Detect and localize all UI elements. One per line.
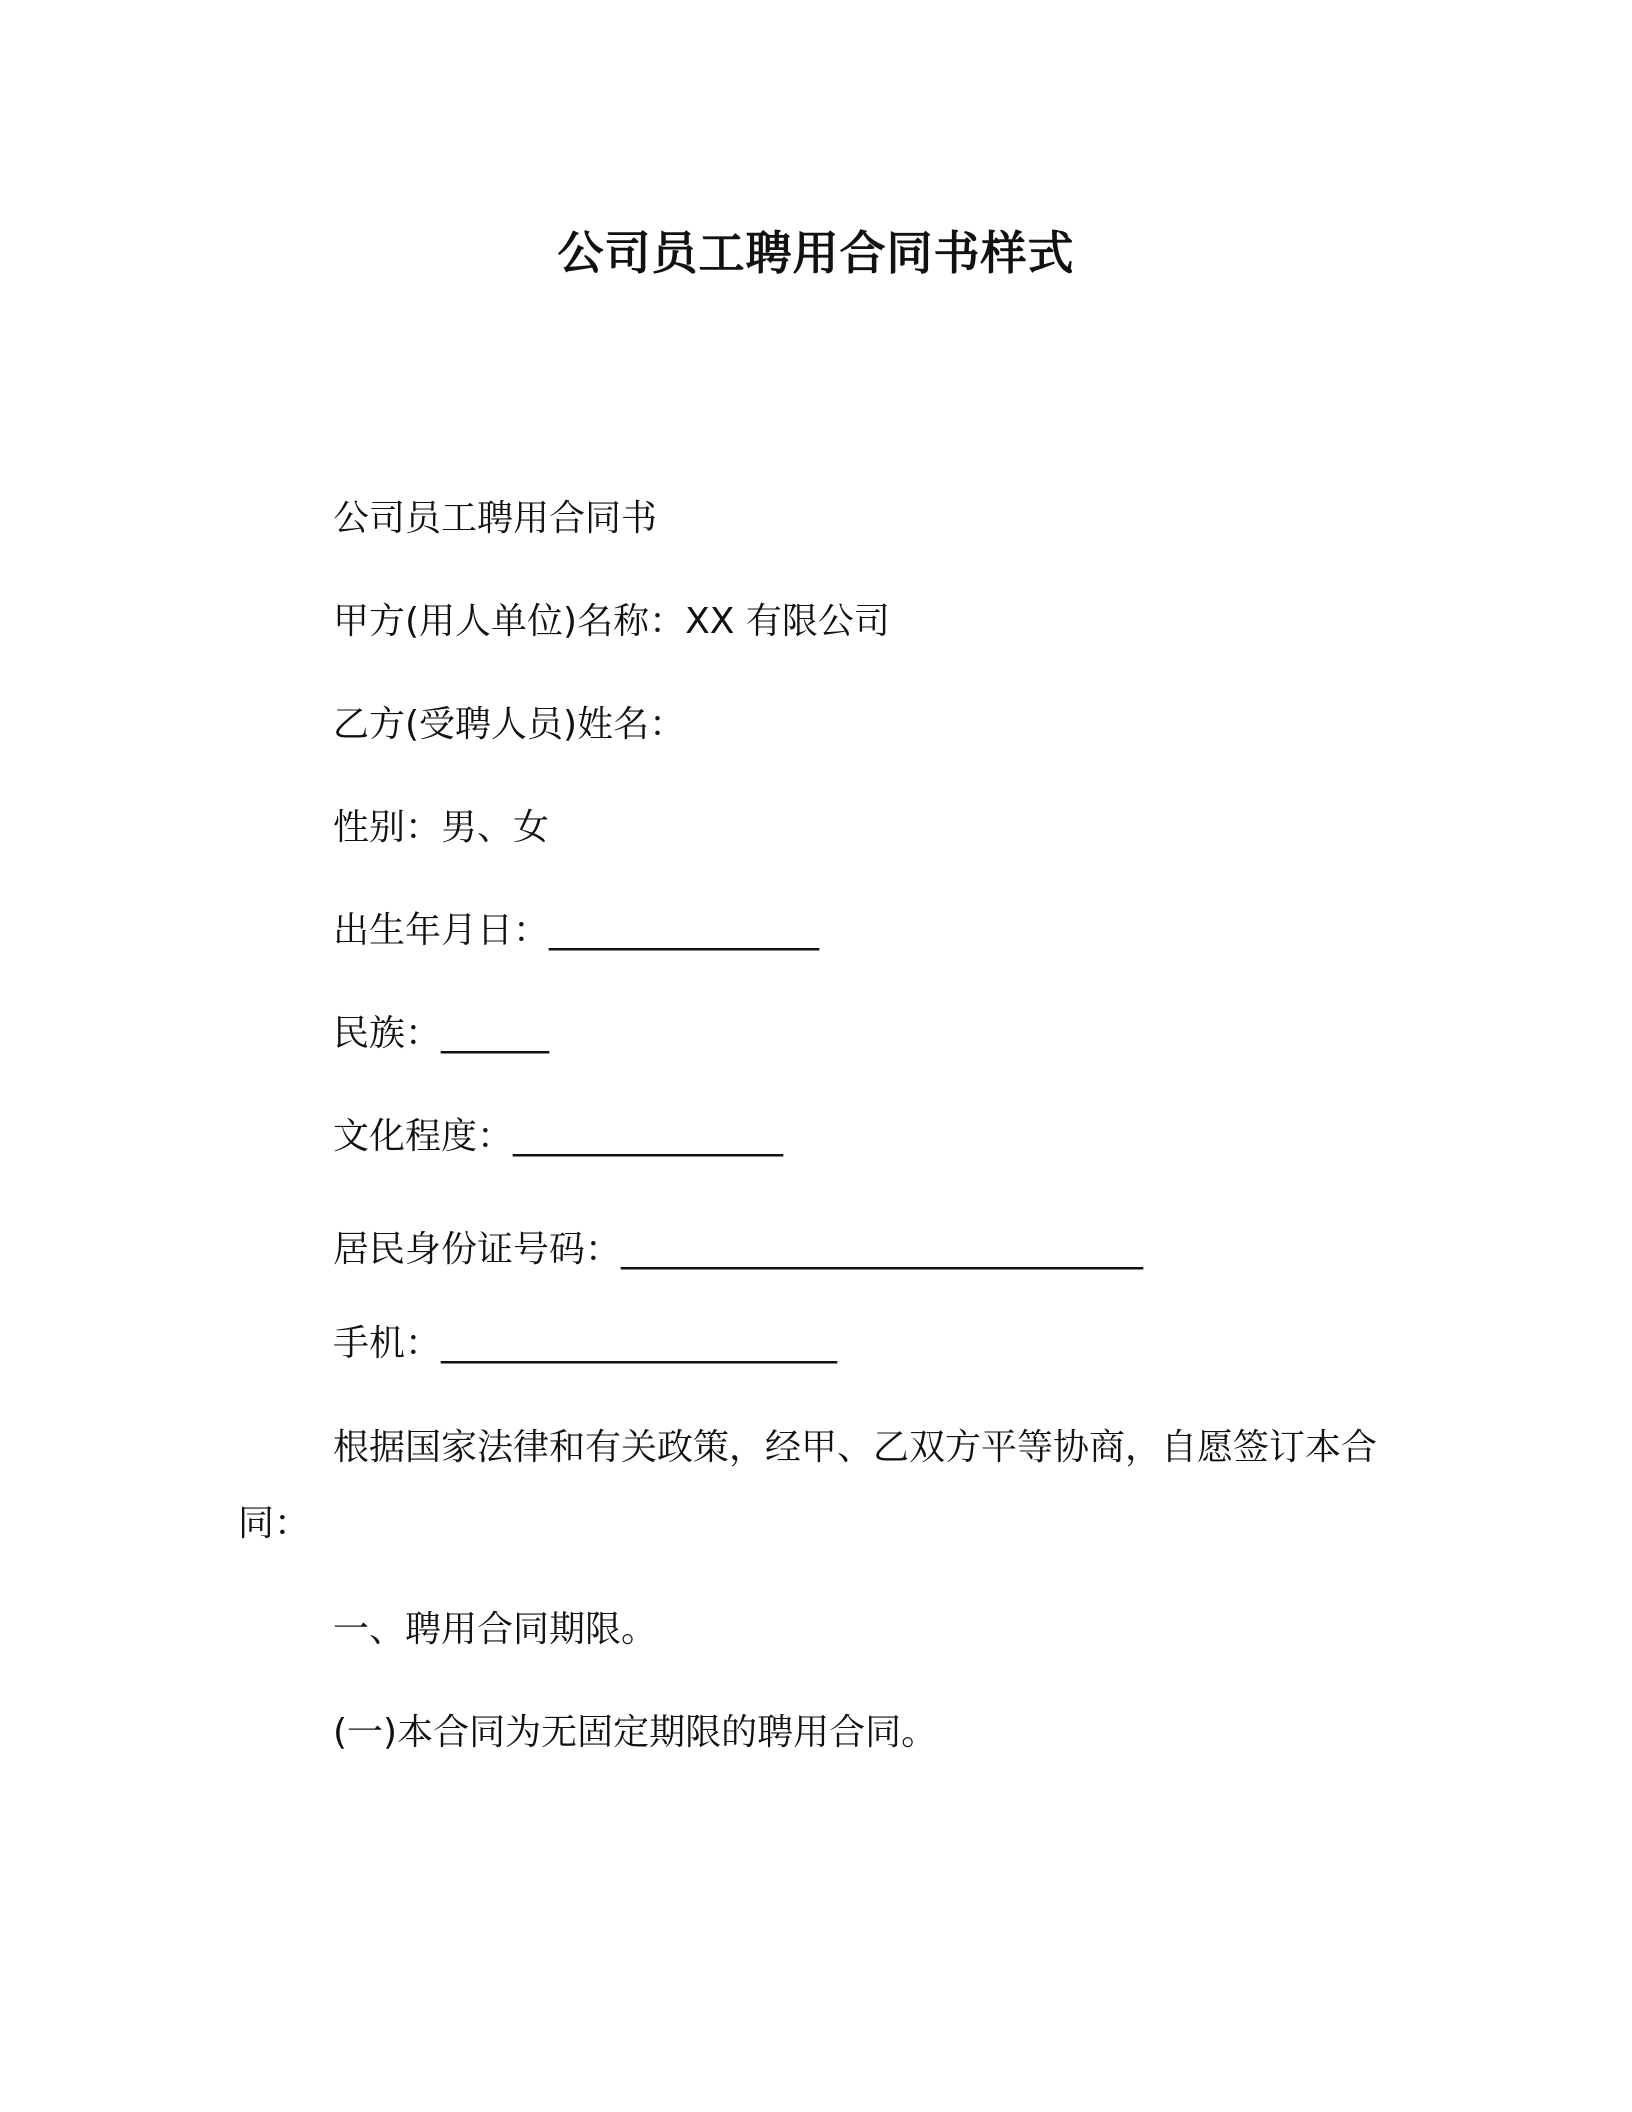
ethnicity-line: 民族：______ [333,1013,550,1054]
section-1-heading: 一、聘用合同期限。 [333,1609,658,1650]
preamble-paragraph: 根据国家法律和有关政策，经甲、乙双方平等协商，自愿签订本合同： [238,1427,1378,1544]
birth-date-line: 出生年月日：_______________ [333,910,820,951]
section-1-item-1: (一)本合同为无固定期限的聘用合同。 [333,1712,938,1753]
party-a-line: 甲方(用人单位)名称：XX 有限公司 [333,601,890,642]
party-b-line: 乙方(受聘人员)姓名： [333,704,686,745]
id-number-line: 居民身份证号码：_____________________________ [333,1229,1144,1270]
contract-subtitle: 公司员工聘用合同书 [333,498,658,539]
education-line: 文化程度：_______________ [333,1116,784,1157]
gender-line: 性别：男、女 [333,807,550,848]
document-title: 公司员工聘用合同书样式 [557,226,1075,280]
phone-line: 手机：______________________ [333,1323,838,1364]
